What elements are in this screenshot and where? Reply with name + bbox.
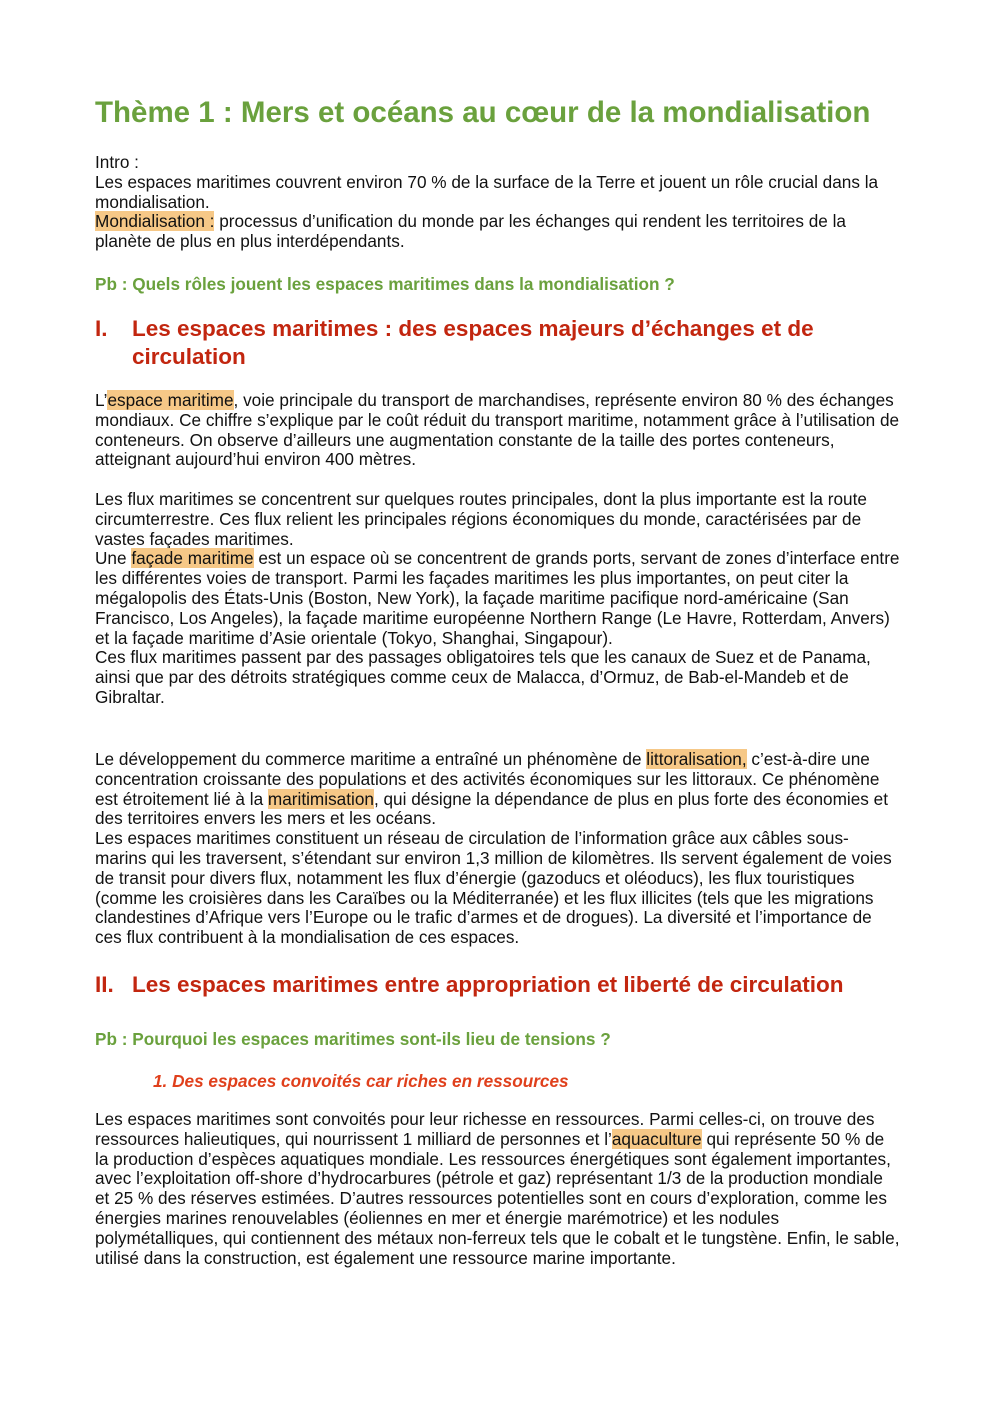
highlight-term: espace maritime bbox=[107, 390, 234, 410]
section-1-paragraph-1: L’espace maritime, voie principale du transport de marchandises, représente environ 80 % des échanges mondiaux. Ce chiffre s’explique par le coût réduit du transport maritime, notamment grâce à l’utilisation de conteneurs. On observe d’ailleurs une augmentation constante de la taille des portes conteneurs, atteignant aujourd’hui environ 400 mètres. bbox=[95, 390, 900, 470]
section-1-title: Les espaces maritimes : des espaces majeurs d’échanges et de circulation bbox=[132, 316, 814, 369]
highlight-term: Mondialisation : bbox=[95, 211, 215, 232]
section-2-heading bbox=[95, 971, 900, 999]
section-1-paragraph-4: Ces flux maritimes passent par des passages obligatoires tels que les canaux de Suez et de Panama, ainsi que par des détroits stratégiques comme ceux de Malacca, d’Ormuz, de Bab-el-Mandeb et de Gibraltar. bbox=[95, 647, 871, 707]
highlight-term: façade maritime bbox=[131, 548, 254, 569]
section-1-number: I. bbox=[95, 316, 108, 341]
highlight-term: aquaculture bbox=[611, 1128, 702, 1149]
section-2-paragraph-1: Les espaces maritimes sont convoités pour leur richesse en ressources. Parmi celles-ci, on trouve des ressources halieutiques, qui nourrissent 1 milliard de personnes et l’aquaculture qui représente 50 % de la production d’espèces aquatiques mondiale. Les ressources énergétiques sont également importantes, avec l’exploitation off-shore d’hydrocarbures (pétrole et gaz) représentant 1/3 de la production mondiale et 25 % des réserves estimées. D’autres ressources potentielles sont en cours d’exploration, comme les énergies marines renouvelables (éoliennes en mer et énergie marémotrice) et les nodules polymétalliques, qui contiennent des métaux non-ferreux tels que le cobalt et le tungstène. Enfin, le sable, utilisé dans la construction, est également une ressource marine importante. bbox=[95, 1109, 900, 1268]
section-1-paragraph-3: Une façade maritime est un espace où se concentrent de grands ports, servant de zones d’interface entre les différentes voies de transport. Parmi les façades maritimes les plus importantes, on peut citer la mégalopolis des États-Unis (Boston, New York), la façade maritime pacifique nord-américaine (San Francisco, Los Angeles), la façade maritime européenne Northern Range (Le Havre, Rotterdam, Anvers) et la façade maritime d’Asie orientale (Tokyo, Shanghai, Singapour). bbox=[95, 548, 900, 648]
document-title: Thème 1 : Mers et océans au cœur de la mondialisation bbox=[95, 96, 871, 129]
section-1-paragraph-5: Le développement du commerce maritime a entraîné un phénomène de littoralisation, c’est-à-dire une concentration croissante des populations et des activités économiques sur les littoraux. Ce phénomène est étroitement lié à la maritimisation, qui désigne la dépendance de plus en plus forte des économies et des territoires envers les mers et les océans. Les espaces maritimes constituent un réseau de circulation de l’information grâce aux câbles sous-marins qui les traversent, s’étendant sur environ 1,3 million de kilomètres. Ils servent également de voies de transit pour divers flux, notamment les flux d’énergie (gazoducs et oléoducs), les flux touristiques (comme les croisières dans les Caraïbes ou la Méditerranée) et les flux illicites (tels que les migrations clandestines d’Afrique vers l’Europe ou le trafic d’armes et de drogues). La diversité et l’importance de ces flux contribuent à la mondialisation de ces espaces. bbox=[95, 750, 900, 948]
problematic-2: Pb : Pourquoi les espaces maritimes sont-ils lieu de tensions ? bbox=[95, 1029, 611, 1049]
section-1-heading bbox=[95, 315, 875, 371]
section-2-number: II. bbox=[95, 972, 114, 997]
intro-line: Les espaces maritimes couvrent environ 70 % de la surface de la Terre et jouent un rôle crucial dans la mondialisation. bbox=[95, 171, 879, 212]
intro-definition: Mondialisation : processus d’unification du monde par les échanges qui rendent les territoires de la planète de plus en plus interdépendants. bbox=[95, 211, 846, 252]
highlight-term: maritimisation bbox=[267, 788, 374, 809]
problematic-1: Pb : Quels rôles jouent les espaces maritimes dans la mondialisation ? bbox=[95, 274, 675, 294]
intro-block bbox=[95, 153, 900, 252]
section-2-title: Les espaces maritimes entre appropriation et liberté de circulation bbox=[132, 972, 844, 997]
intro-label: Intro : bbox=[95, 152, 139, 172]
subsection-1-title: 1. Des espaces convoités car riches en ressources bbox=[153, 1071, 569, 1091]
section-1-paragraph-2: Les flux maritimes se concentrent sur quelques routes principales, dont la plus importante est la route circumterrestre. Ces flux relient les principales régions économiques du monde, caractérisées par de vastes façades maritimes. Une façade maritime est un espace où se concentrent de grands ports, servant de zones d’interface entre les différentes voies de transport. Parmi les façades maritimes les plus importantes, on peut citer la mégalopolis des États-Unis (Boston, New York), la façade maritime pacifique nord-américaine (San Francisco, Los Angeles), la façade maritime européenne Northern Range (Le Havre, Rotterdam, Anvers) et la façade maritime d’Asie orientale (Tokyo, Shanghai, Singapour). Ces flux maritimes passent par des passages obligatoires tels que les canaux de Suez et de Panama, ainsi que par des détroits stratégiques comme ceux de Malacca, d’Ormuz, de Bab-el-Mandeb et de Gibraltar. bbox=[95, 489, 900, 707]
highlight-term: littoralisation, bbox=[646, 749, 747, 769]
section-1-paragraph-6: Les espaces maritimes constituent un réseau de circulation de l’information grâce aux câbles sous-marins qui les traversent, s’étendant sur environ 1,3 million de kilomètres. Ils servent également de voies de transit pour divers flux, notamment les flux d’énergie (gazoducs et oléoducs), les flux touristiques (comme les croisières dans les Caraïbes ou la Méditerranée) et les flux illicites (tels que les migrations clandestines d’Afrique vers l’Europe ou le trafic d’armes et de drogues). La diversité et l’importance de ces flux contribuent à la mondialisation de ces espaces. bbox=[95, 828, 892, 948]
